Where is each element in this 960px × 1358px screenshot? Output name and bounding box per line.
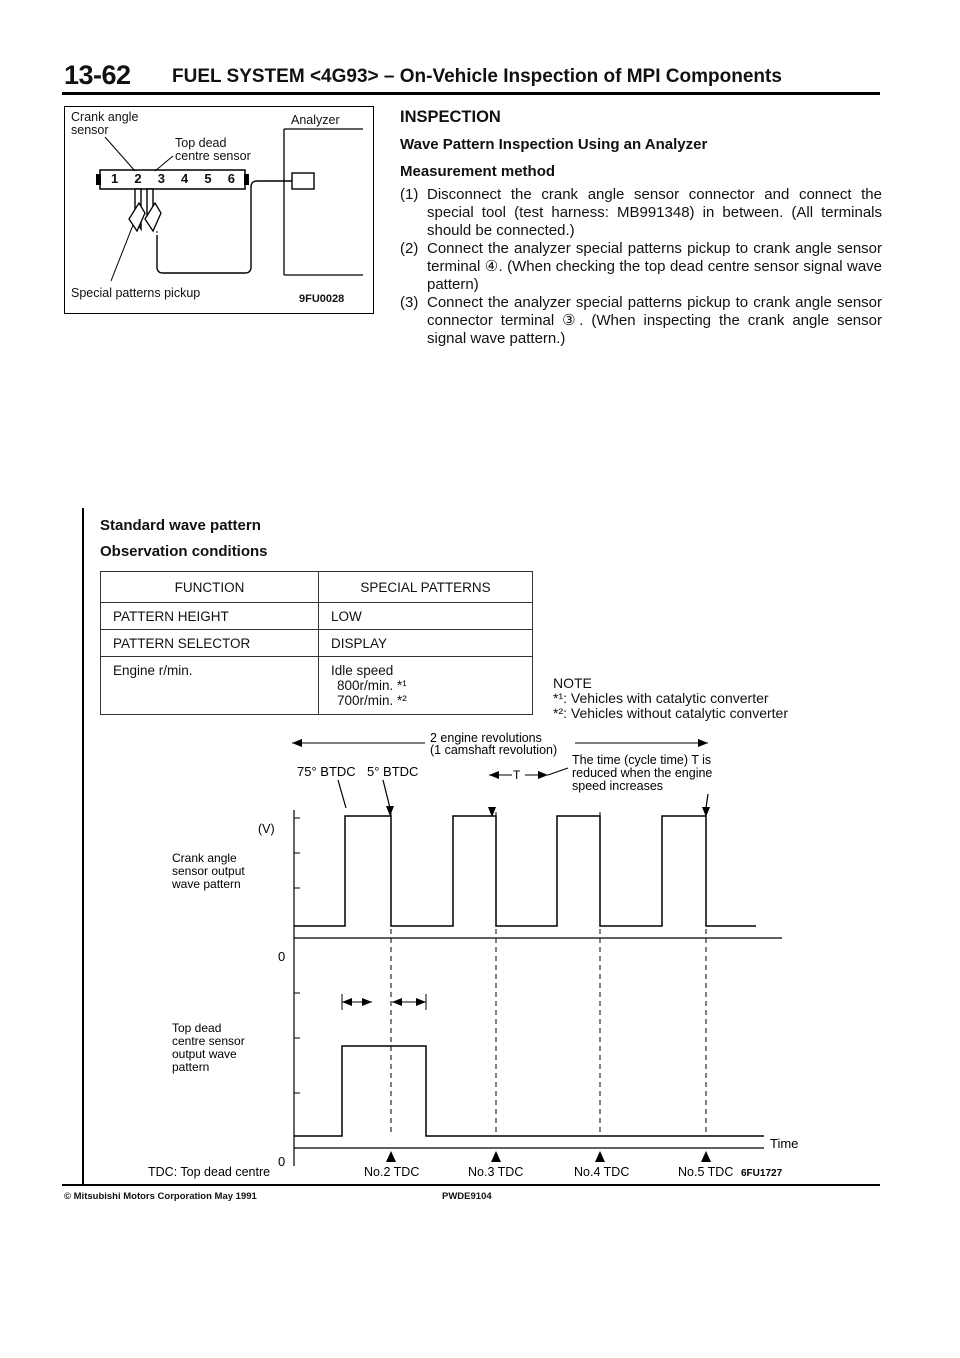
idle-speed-700: 700r/min. *² <box>337 693 407 708</box>
inspection-heading: INSPECTION <box>400 108 501 126</box>
step-number: (3) <box>400 294 419 311</box>
terminal-1[interactable]: 1 <box>111 171 119 186</box>
analyzer-label: Analyzer <box>291 113 340 127</box>
period-t-label: T <box>513 768 521 782</box>
page-title: FUEL SYSTEM <4G93> – On-Vehicle Inspection of MPI Components <box>172 66 782 87</box>
page-number: 13-62 <box>64 60 131 90</box>
terminal-3[interactable]: 3 <box>157 171 165 186</box>
crank-wave-label-3: wave pattern <box>172 877 241 891</box>
table-row <box>101 657 533 715</box>
document-code: PWDE9104 <box>442 1191 492 1202</box>
cycle-note-1: The time (cycle time) T is <box>572 753 712 767</box>
volts-label: (V) <box>258 822 275 836</box>
marker-no4-tdc: No.4 TDC <box>574 1165 630 1179</box>
connector-terminals <box>103 172 243 185</box>
btdc5-label: 5° BTDC <box>367 764 419 779</box>
table-cell: PATTERN HEIGHT <box>101 603 319 630</box>
terminal-6[interactable]: 6 <box>227 171 235 186</box>
note-title: NOTE <box>553 675 592 691</box>
step-number: (1) <box>400 186 419 203</box>
step-number: (2) <box>400 240 419 257</box>
marker-no5-tdc: No.5 TDC <box>678 1165 734 1179</box>
observation-conditions-table <box>100 571 533 715</box>
sensor-connection-figure <box>64 106 374 314</box>
time-axis-label: Time <box>770 1136 799 1151</box>
footer-divider <box>62 1184 880 1186</box>
figure-code: 9FU0028 <box>299 293 345 305</box>
cycle-note-3: speed increases <box>572 779 664 793</box>
terminal-4[interactable]: 4 <box>181 171 189 186</box>
waveform-diagram <box>0 728 960 1184</box>
wave-pattern-heading: Wave Pattern Inspection Using an Analyzer <box>400 136 708 153</box>
tdc-sensor-label-2: centre sensor <box>175 149 251 163</box>
note-block <box>553 676 788 721</box>
wave-figure-code: 6FU1727 <box>741 1168 783 1179</box>
header-divider <box>62 92 880 95</box>
idle-speed-cell <box>319 657 533 715</box>
step-text: Connect the analyzer special patterns pickup to crank angle sensor terminal ④. (When checking the top dead centre sensor signal wave pattern) <box>427 240 882 293</box>
tdc-sensor-label-1: Top dead <box>175 136 227 150</box>
crank-angle-label: Crank angle <box>71 110 139 124</box>
note-line-1: *¹: Vehicles with catalytic converter <box>553 690 769 706</box>
note-line-2: *²: Vehicles without catalytic converter <box>553 705 788 721</box>
copyright-text: © Mitsubishi Motors Corporation May 1991 <box>64 1191 257 1202</box>
measurement-steps <box>400 186 882 348</box>
tdc-wave-label-4: pattern <box>172 1060 210 1074</box>
zero-label-1: 0 <box>278 949 286 964</box>
crank-wave-label-1: Crank angle <box>172 851 237 865</box>
step-item <box>400 186 882 240</box>
table-cell: LOW <box>319 603 533 630</box>
connection-diagram-drawing <box>65 107 375 315</box>
observation-conditions-heading: Observation conditions <box>100 543 268 560</box>
table-cell: PATTERN SELECTOR <box>101 630 319 657</box>
column-header-function: FUNCTION <box>101 572 319 603</box>
pickup-label: Special patterns pickup <box>71 286 201 300</box>
tdc-wave-label-3: output wave <box>172 1047 237 1061</box>
revolutions-label-2: (1 camshaft revolution) <box>430 743 558 757</box>
terminal-2[interactable]: 2 <box>134 171 142 186</box>
step-text: Connect the analyzer special patterns pickup to crank angle sensor connector terminal ③. (When inspecting the crank angle sensor signal wave pattern.) <box>427 294 882 347</box>
measurement-method-heading: Measurement method <box>400 163 556 180</box>
crank-wave-label-2: sensor output <box>172 864 245 878</box>
idle-speed-label: Idle speed <box>331 663 394 678</box>
tdc-wave-label-2: centre sensor <box>172 1034 245 1048</box>
column-header-special-patterns: SPECIAL PATTERNS <box>319 572 533 603</box>
step-item <box>400 240 882 294</box>
standard-wave-heading: Standard wave pattern <box>100 517 261 534</box>
terminal-5[interactable]: 5 <box>204 171 212 186</box>
sensor-label: sensor <box>71 123 109 137</box>
table-cell: Engine r/min. <box>101 657 319 715</box>
step-text: Disconnect the crank angle sensor connector and connect the special tool (test harness: MB991348) in between. (All terminals should be connected.) <box>427 186 882 239</box>
step-item <box>400 294 882 348</box>
marker-no3-tdc: No.3 TDC <box>468 1165 524 1179</box>
tdc-wave-label-1: Top dead <box>172 1021 222 1035</box>
revolutions-label-1: 2 engine revolutions <box>430 731 542 745</box>
table-header-row <box>101 572 533 603</box>
cycle-note-2: reduced when the engine <box>572 766 713 780</box>
tdc-legend: TDC: Top dead centre <box>148 1165 271 1179</box>
table-cell: DISPLAY <box>319 630 533 657</box>
zero-label-2: 0 <box>278 1154 286 1169</box>
table-row <box>101 630 533 657</box>
table-row <box>101 603 533 630</box>
marker-no2-tdc: No.2 TDC <box>364 1165 420 1179</box>
btdc75-label: 75° BTDC <box>297 764 356 779</box>
idle-speed-800: 800r/min. *¹ <box>337 678 407 693</box>
